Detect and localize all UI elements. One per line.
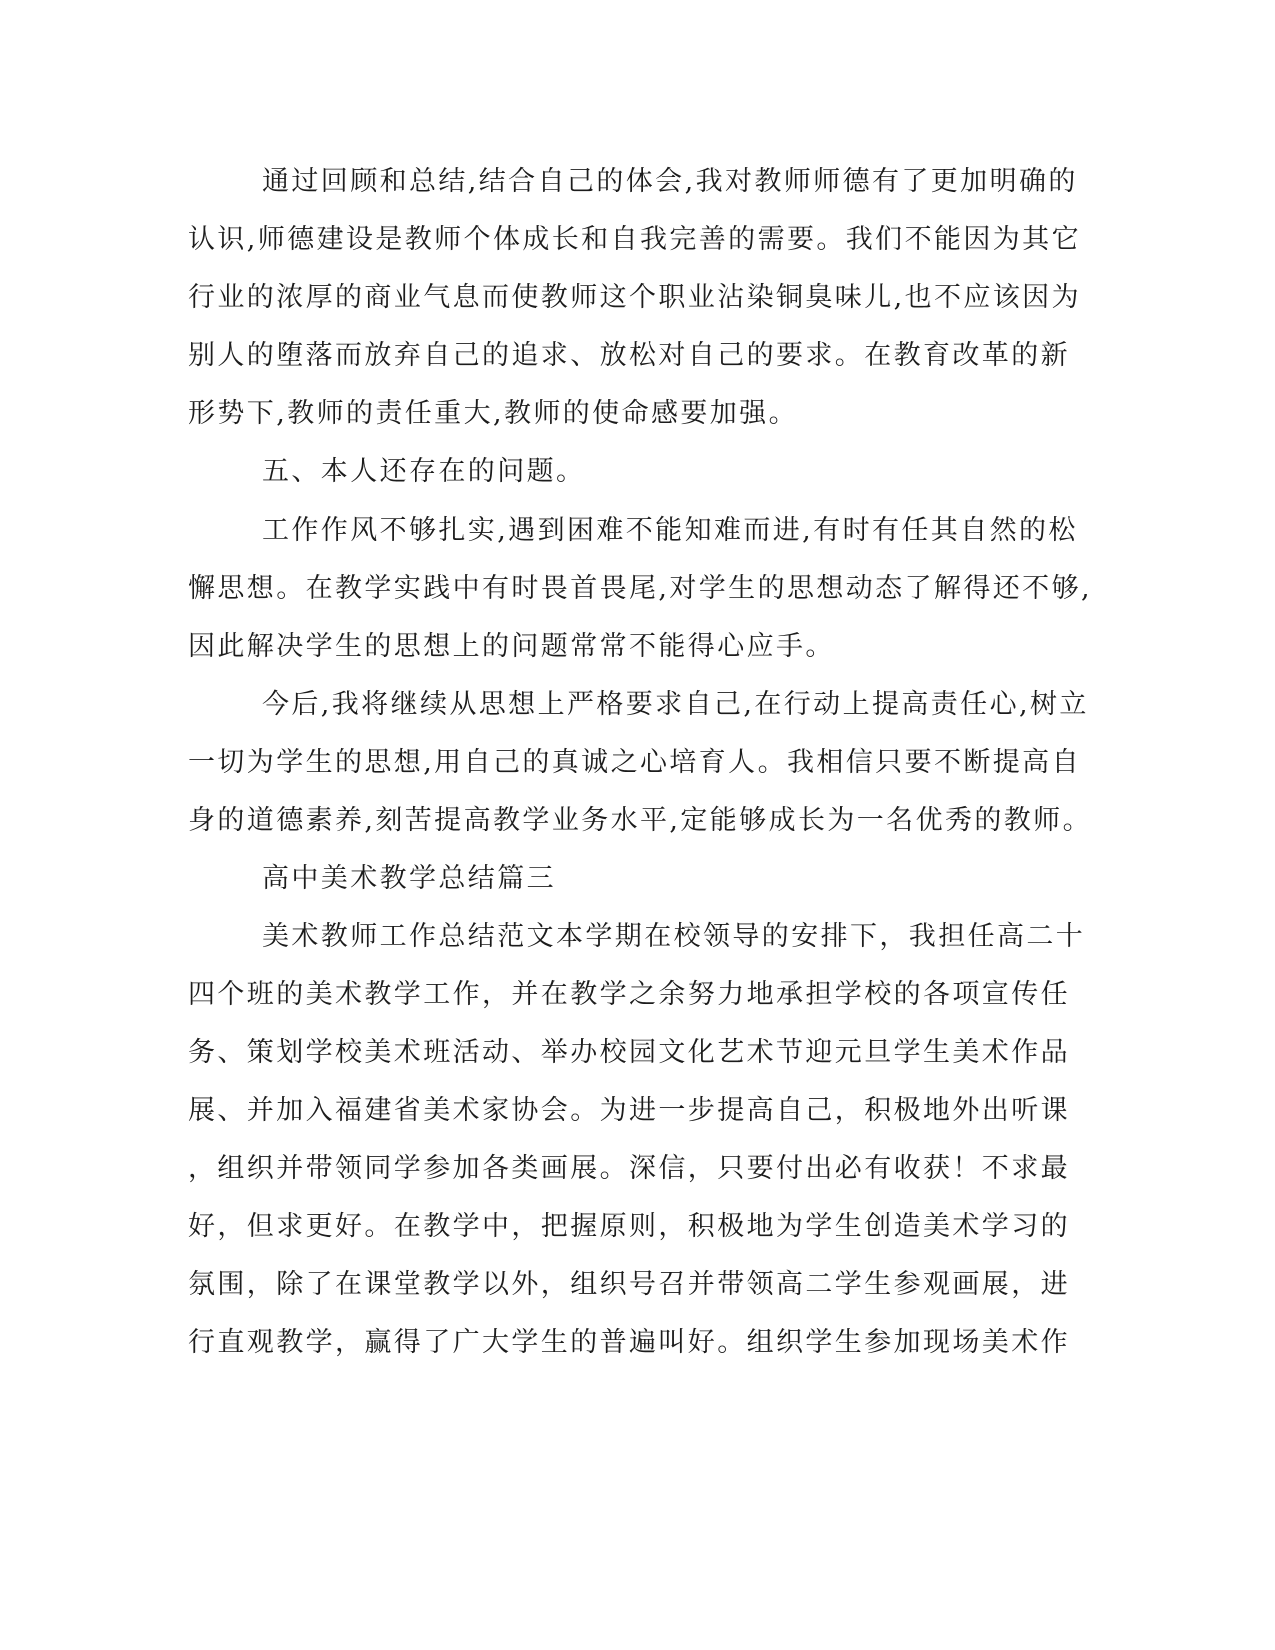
paragraph-line: 行直观教学，赢得了广大学生的普遍叫好。组织学生参加现场美术作 — [188, 1327, 1070, 1358]
paragraph-line: 身的道德素养,刻苦提高教学业务水平,定能够成长为一名优秀的教师。 — [188, 805, 1092, 836]
paragraph-line: 通过回顾和总结,结合自己的体会,我对教师师德有了更加明确的 — [262, 166, 1078, 197]
paragraph-line: 懈思想。在教学实践中有时畏首畏尾,对学生的思想动态了解得还不够, — [188, 573, 1092, 604]
paragraph-line: 形势下,教师的责任重大,教师的使命感要加强。 — [188, 398, 798, 429]
paragraph-line: 展、并加入福建省美术家协会。为进一步提高自己，积极地外出听课 — [188, 1095, 1070, 1126]
paragraph-line: 工作作风不够扎实,遇到困难不能知难而进,有时有任其自然的松 — [262, 515, 1078, 546]
paragraph-line: 一切为学生的思想,用自己的真诚之心培育人。我相信只要不断提高自 — [188, 747, 1081, 778]
paragraph-line: 行业的浓厚的商业气息而使教师这个职业沾染铜臭味儿,也不应该因为 — [188, 282, 1081, 313]
section-heading: 五、本人还存在的问题。 — [262, 456, 586, 487]
paragraph-line: 因此解决学生的思想上的问题常常不能得心应手。 — [188, 631, 835, 662]
paragraph-line: 今后,我将继续从思想上严格要求自己,在行动上提高责任心,树立 — [262, 689, 1089, 720]
section-title: 高中美术教学总结篇三 — [262, 863, 556, 894]
paragraph-line: 好，但求更好。在教学中，把握原则，积极地为学生创造美术学习的 — [188, 1211, 1070, 1242]
paragraph-line: 四个班的美术教学工作，并在教学之余努力地承担学校的各项宣传任 — [188, 979, 1070, 1010]
paragraph-line: ，组织并带领同学参加各类画展。深信，只要付出必有收获！不求最 — [188, 1153, 1070, 1184]
paragraph-line: 美术教师工作总结范文本学期在校领导的安排下，我担任高二十 — [262, 921, 1086, 952]
paragraph-line: 别人的堕落而放弃自己的追求、放松对自己的要求。在教育改革的新 — [188, 340, 1070, 371]
paragraph-line: 认识,师德建设是教师个体成长和自我完善的需要。我们不能因为其它 — [188, 224, 1081, 255]
paragraph-line: 氛围，除了在课堂教学以外，组织号召并带领高二学生参观画展，进 — [188, 1269, 1070, 1300]
paragraph-line: 务、策划学校美术班活动、举办校园文化艺术节迎元旦学生美术作品 — [188, 1037, 1070, 1068]
